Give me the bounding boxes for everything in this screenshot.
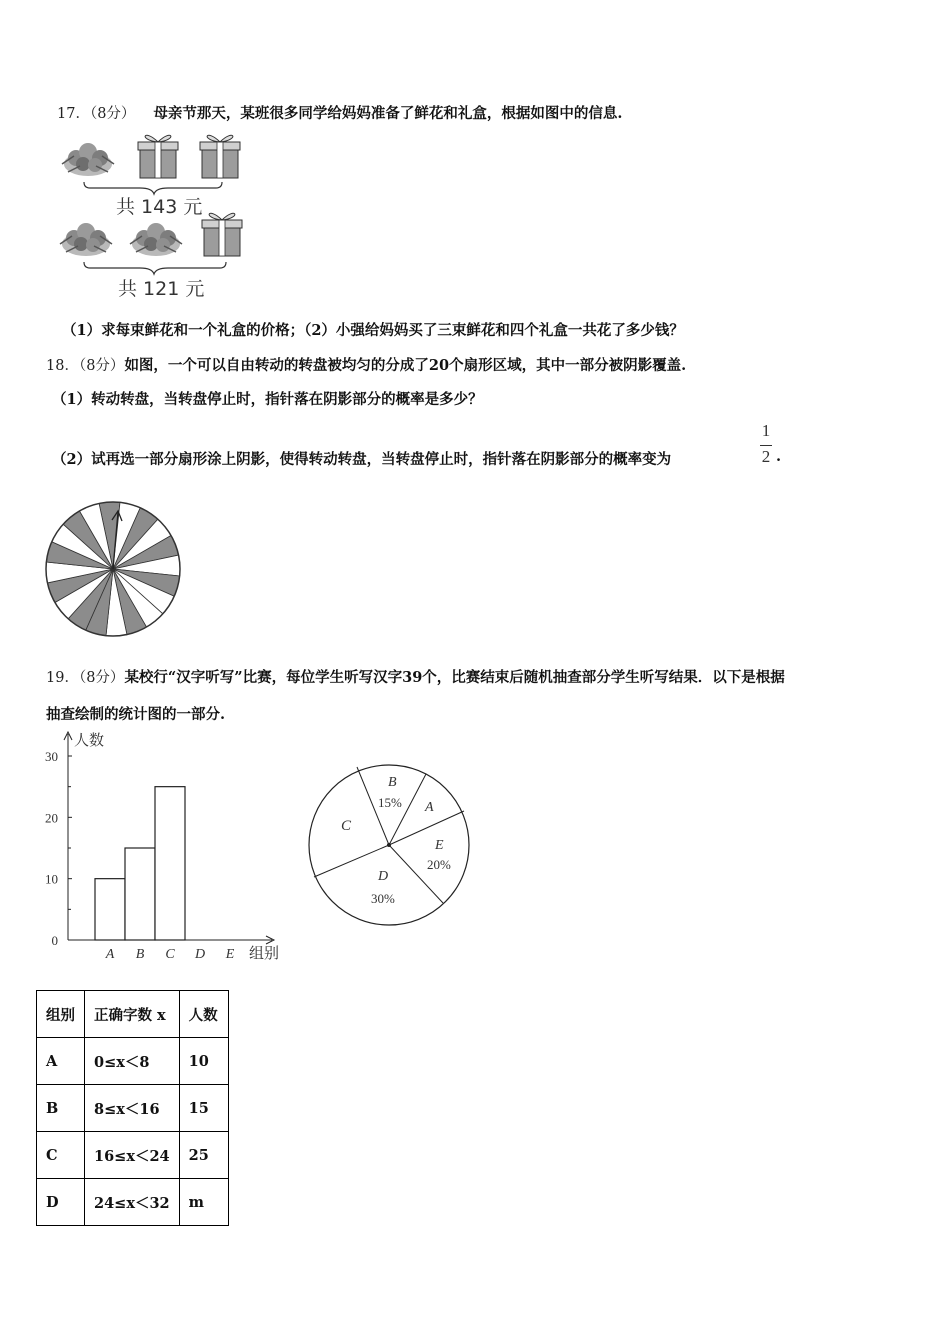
table-cell: A <box>37 1038 85 1085</box>
q17-score: （8分） <box>89 106 136 122</box>
bar-b <box>125 848 155 940</box>
x-ticks <box>105 947 235 962</box>
table-row <box>37 1179 229 1226</box>
flower-icon <box>60 223 112 256</box>
q18-number: 18． <box>46 358 79 374</box>
x-tick-label: C <box>165 947 175 962</box>
q17-number: 17． <box>57 106 90 122</box>
y-tick-label: 20 <box>45 810 58 826</box>
q18-sub2: （2）试再选一部分扇形涂上阴影，使得转动转盘，当转盘停止时，指针落在阴影部分的概率变为 <box>52 451 672 468</box>
q18-text: 如图，一个可以自由转动的转盘被均匀的分成了20个扇形区域，其中一部分被阴影覆盖. <box>124 357 687 374</box>
q18-sub2-line <box>52 448 671 469</box>
table-cell: 16≤x＜24 <box>85 1132 180 1179</box>
table-cell: 10 <box>179 1038 228 1085</box>
total-price-2: 共 121 元 <box>118 278 205 300</box>
table-cell: 15 <box>179 1085 228 1132</box>
table-cell: D <box>37 1179 85 1226</box>
pie-label-d-pct: 30% <box>371 891 395 906</box>
table-header: 组别 <box>37 991 85 1038</box>
gift-box-icon <box>200 135 240 178</box>
q17-line <box>57 102 622 123</box>
total-price-1: 共 143 元 <box>116 196 203 218</box>
table-cell: 0≤x＜8 <box>85 1038 180 1085</box>
pie-label-c: C <box>341 818 352 834</box>
spinner-wheel <box>40 498 186 640</box>
bars <box>95 787 185 940</box>
table-header: 人数 <box>179 991 228 1038</box>
table-cell: m <box>179 1179 228 1226</box>
flower-icon <box>62 143 114 176</box>
y-axis-label: 人数 <box>74 733 105 749</box>
fraction-numerator: 1 <box>761 421 771 440</box>
y-tick-label: 0 <box>51 933 58 948</box>
table-row <box>37 1038 229 1085</box>
table-cell: B <box>37 1085 85 1132</box>
q19-line2: 抽查绘制的统计图的一部分. <box>46 706 226 723</box>
q17-text: 母亲节那天，某班很多同学给妈妈准备了鲜花和礼盒，根据如图中的信息. <box>153 105 623 122</box>
x-tick-label: D <box>194 947 206 962</box>
q19-text-1: 某校行“汉字听写”比赛，每位学生听写汉字39个，比赛结束后随机抽查部分学生听写结果．以下是根据 <box>124 669 785 686</box>
pie-label-b: B <box>388 775 397 790</box>
flower-icon <box>130 223 182 256</box>
table-cell: 25 <box>179 1132 228 1179</box>
pie-label-e: E <box>435 838 444 853</box>
fraction-bar <box>760 445 772 446</box>
table-cell: C <box>37 1132 85 1179</box>
pie-label-a: A <box>425 800 434 815</box>
y-tick-label: 30 <box>45 749 58 764</box>
fraction-denominator: 2 <box>761 447 771 466</box>
q19-line1 <box>46 666 785 687</box>
pie-divider <box>389 845 443 903</box>
q18-score: （8分） <box>78 358 125 374</box>
table-row <box>37 1085 229 1132</box>
q18-line <box>46 354 686 375</box>
pie-label-b-pct: 15% <box>378 795 402 810</box>
pie-chart <box>304 762 474 928</box>
q18-sub1: （1）转动转盘，当转盘停止时，指针落在阴影部分的概率是多少？ <box>52 391 483 408</box>
bar-chart <box>36 728 298 966</box>
q18-sub2-end: . <box>776 448 782 465</box>
x-tick-label: B <box>135 947 145 962</box>
q17-questions: （1）求每束鲜花和一个礼盒的价格；（2）小强给妈妈买了三束鲜花和四个礼盒一共花了多少钱？ <box>62 322 684 339</box>
table-header: 正确字数 x <box>85 991 180 1038</box>
table-cell: 24≤x＜32 <box>85 1179 180 1226</box>
q19-number: 19． <box>46 670 79 686</box>
q19-score: （8分） <box>78 670 125 686</box>
x-tick-label: E <box>225 947 235 962</box>
pie-label-e-pct: 20% <box>427 857 451 872</box>
table-cell: 8≤x＜16 <box>85 1085 180 1132</box>
pie-label-d: D <box>378 869 389 884</box>
y-tick-label: 10 <box>45 871 58 887</box>
table-row <box>37 1132 229 1179</box>
pie-divider <box>389 811 464 845</box>
score-table <box>36 990 229 1226</box>
pie-center <box>387 843 391 847</box>
brace-2 <box>84 262 226 274</box>
bar-c <box>155 787 185 940</box>
fraction-one-half <box>757 421 775 471</box>
bar-a <box>95 879 125 940</box>
x-tick-label: A <box>105 947 115 962</box>
table-header-row <box>37 991 229 1038</box>
gift-box-icon <box>202 213 242 256</box>
gift-box-icon <box>138 135 178 178</box>
x-axis-label: 组别 <box>249 946 280 962</box>
